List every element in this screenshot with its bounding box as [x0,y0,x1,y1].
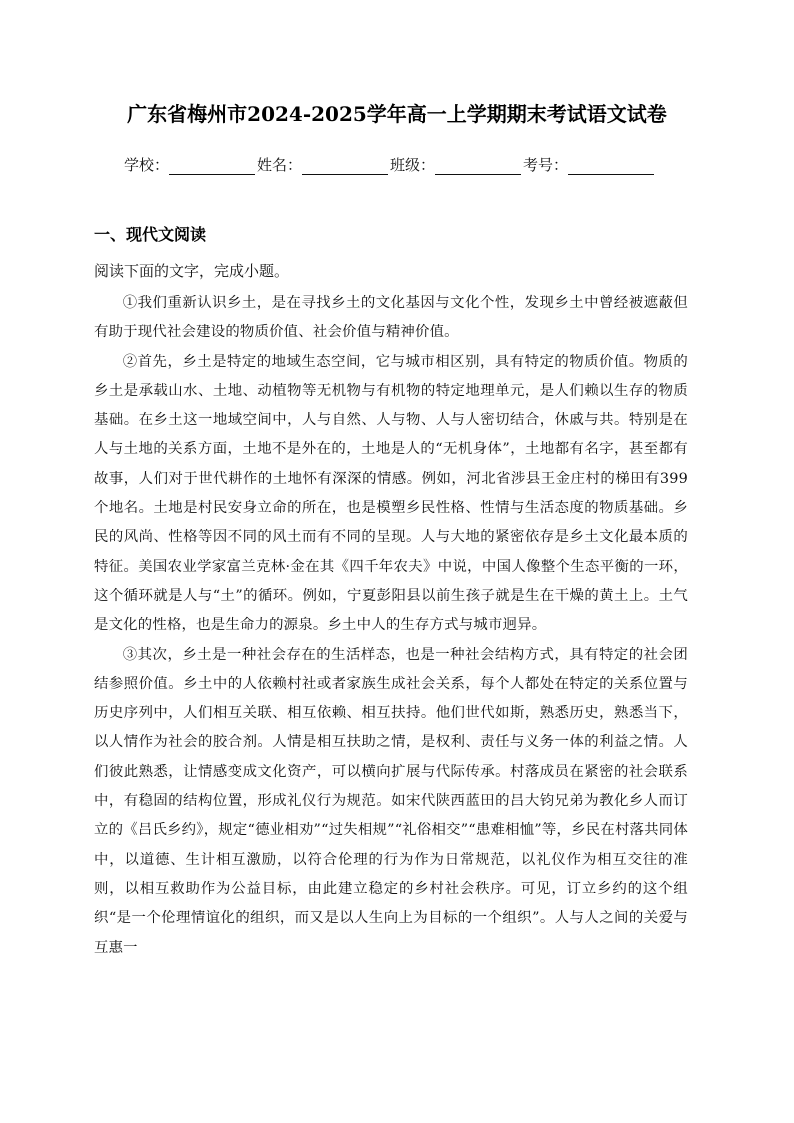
exam-number-field [523,154,656,175]
class-field [390,154,523,175]
passage-paragraph-3: ③其次，乡土是一种社会存在的生活样态，也是一种社会结构方式，具有特定的社会团结参照价值。乡土中的人依赖村社或者家族生成社会关系，每个人都处在特定的关系位置与历史序列中，人们相互关联、相互依赖、相互扶持。他们世代如斯，熟悉历史，熟悉当下，以人情作为社会的胶合剂。人情是相互扶助之情，是权利、责任与义务一体的利益之情。人们彼此熟悉，让情感变成文化资产，可以横向扩展与代际传承。村落成员在紧密的社会联系中，有稳固的结构位置，形成礼仪行为规范。如宋代陕西蓝田的吕大钧兄弟为教化乡人而订立的《吕氏乡约》，规定“德业相劝”“过失相规”“礼俗相交”“患难相恤”等，乡民在村落共同体中，以道德、生计相互激励，以符合伦理的行为作为日常规范，以礼仪作为相互交往的准则，以相互救助作为公益目标，由此建立稳定的乡村社会秩序。可见，订立乡约的这个组织“是一个伦理情谊化的组织，而又是以人生向上为目标的一个组织”。人与人之间的关爱与互惠一 [94,646,688,956]
school-label: 学校： [124,156,170,174]
reading-passage [94,289,688,963]
reading-instruction: 阅读下面的文字，完成小题。 [94,262,290,280]
school-blank[interactable] [169,156,255,175]
section-heading: 一、现代文阅读 [94,225,207,244]
class-blank[interactable] [435,156,521,175]
passage-paragraph-1: ①我们重新认识乡土，是在寻找乡土的文化基因与文化个性，发现乡土中曾经被遮蔽但有助于现代社会建设的物质价值、社会价值与精神价值。 [94,295,688,341]
class-label: 班级： [390,156,436,174]
exam-number-label: 考号： [523,156,569,174]
name-blank[interactable] [302,156,388,175]
document-title: 广东省梅州市2024-2025学年高一上学期期末考试语文试卷 [127,102,667,126]
name-label: 姓名： [257,156,303,174]
school-field [124,154,257,175]
student-info-fields [124,154,684,175]
exam-number-blank[interactable] [568,156,654,175]
name-field [257,154,390,175]
passage-paragraph-2: ②首先，乡土是特定的地域生态空间，它与城市相区别，具有特定的物质价值。物质的乡土是承载山水、土地、动植物等无机物与有机物的特定地理单元，是人们赖以生存的物质基础。在乡土这一地域空间中，人与自然、人与物、人与人密切结合，休戚与共。特别是在人与土地的关系方面，土地不是外在的，土地是人的“无机身体”，土地都有名字，甚至都有故事，人们对于世代耕作的土地怀有深深的情感。例如，河北省涉县王金庄村的梯田有399个地名。土地是村民安身立命的所在，也是模塑乡民性格、性情与生活态度的物质基础。乡民的风尚、性格等因不同的风土而有不同的呈现。人与大地的紧密依存是乡土文化最本质的特征。美国农业学家富兰克林·金在其《四千年农夫》中说，中国人像整个生态平衡的一环，这个循环就是人与“土”的循环。例如，宁夏彭阳县以前生孩子就是生在干燥的黄土上。土气是文化的性格，也是生命力的源泉。乡土中人的生存方式与城市迥异。 [94,353,688,634]
